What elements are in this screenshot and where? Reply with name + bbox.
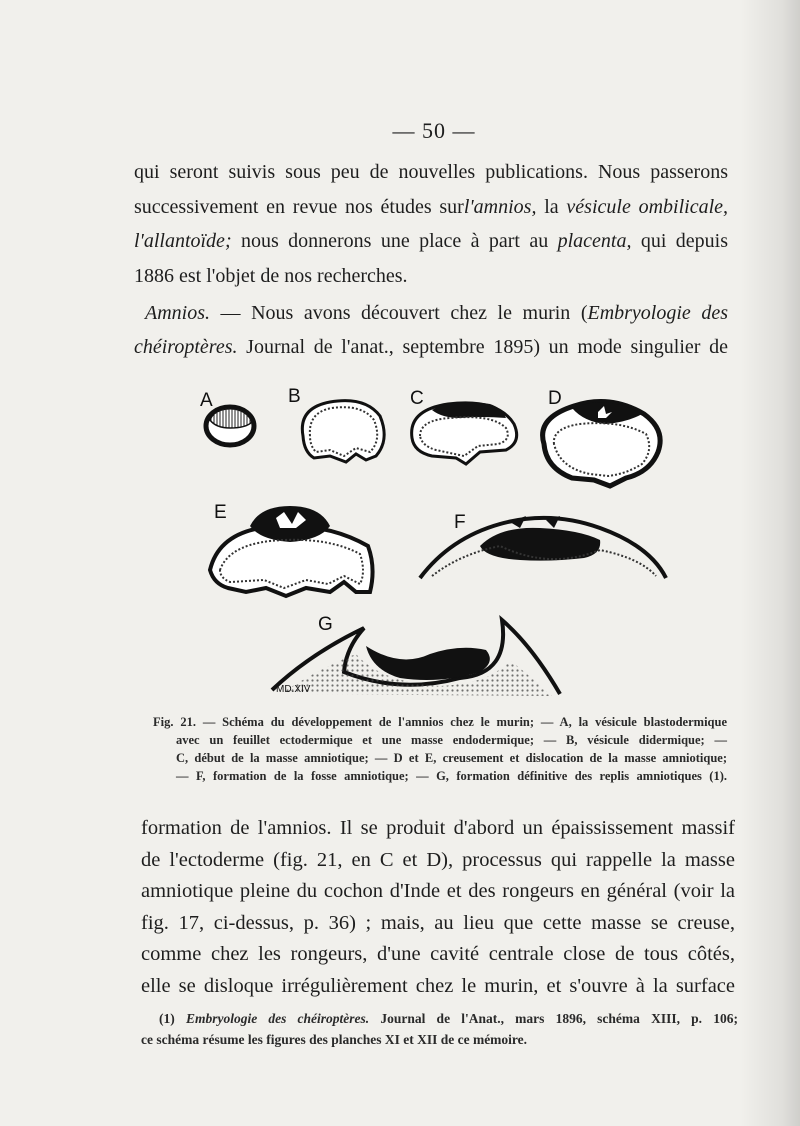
label-c: C bbox=[410, 388, 424, 409]
figure-21-diagram bbox=[180, 378, 700, 708]
label-b: B bbox=[288, 386, 301, 407]
footnote bbox=[141, 1008, 738, 1050]
diagram-g bbox=[272, 614, 560, 696]
caption-line: avec un feuillet ectodermique et une masse endodermique; — B, vésicule didermique; — bbox=[176, 733, 727, 747]
text-line: amniotique pleine du cochon d'Inde et des rongeurs en général (voir la bbox=[141, 880, 735, 902]
paragraph-amnios bbox=[134, 296, 728, 364]
text-line: l'allantoïde; nous donnerons une place à part au placenta, qui depuis bbox=[134, 230, 729, 252]
footnote-line: ce schéma résume les figures des planches XI et XII de ce mémoire. bbox=[141, 1032, 528, 1047]
diagram-a bbox=[200, 390, 254, 445]
caption-line: C, début de la masse amniotique; — D et E, creusement et dislocation de la masse amniotique; bbox=[176, 751, 727, 765]
diagram-b bbox=[288, 386, 384, 462]
page-number: — 50 — bbox=[392, 118, 476, 143]
figure-signature: MD.XIV bbox=[276, 684, 311, 695]
page-edge-shadow bbox=[740, 0, 800, 1126]
text-line: chéiroptères. Journal de l'anat., septembre 1895) un mode singulier de bbox=[134, 336, 728, 358]
text-line: comme chez les rongeurs, d'une cavité centrale close de tous côtés, bbox=[141, 943, 735, 965]
diagram-f bbox=[420, 512, 666, 578]
diagram-c bbox=[410, 388, 517, 464]
label-a: A bbox=[200, 390, 213, 411]
caption-line: Fig. 21. — Schéma du développement de l'amnios chez le murin; — A, la vésicule blastodermique bbox=[153, 715, 727, 729]
label-g: G bbox=[318, 614, 333, 635]
label-e: E bbox=[214, 502, 227, 523]
text-line: de l'ectoderme (fig. 21, en C et D), processus qui rappelle la masse bbox=[141, 848, 735, 871]
footnote-line: (1) Embryologie des chéiroptères. Journal de l'Anat., mars 1896, schéma XIII, p. 106; bbox=[159, 1011, 738, 1026]
paragraph-continued bbox=[141, 813, 735, 1002]
diagram-e bbox=[210, 502, 373, 596]
text-line: elle se disloque irrégulièrement chez le murin, et s'ouvre à la surface bbox=[141, 974, 735, 997]
label-f: F bbox=[454, 512, 466, 533]
text-line: formation de l'amnios. Il se produit d'abord un épaississement massif bbox=[141, 817, 735, 839]
text-line: fig. 17, ci-dessus, p. 36) ; mais, au lieu que cette masse se creuse, bbox=[141, 911, 735, 934]
text-line: 1886 est l'objet de nos recherches. bbox=[134, 264, 408, 287]
text-line: qui seront suivis sous peu de nouvelles publications. Nous passerons bbox=[134, 161, 728, 183]
caption-line: — F, formation de la fosse amniotique; — G, formation définitive des replis amniotiques (1). bbox=[176, 769, 727, 783]
figure-caption bbox=[153, 713, 727, 785]
text-line: successivement en revue nos études surl'amnios, la vésicule ombilicale, bbox=[134, 195, 729, 218]
paragraph-intro bbox=[134, 155, 728, 293]
label-d: D bbox=[548, 388, 562, 409]
text-line: Amnios. — Nous avons découvert chez le murin (Embryologie des bbox=[145, 302, 728, 324]
diagram-d bbox=[543, 388, 661, 486]
